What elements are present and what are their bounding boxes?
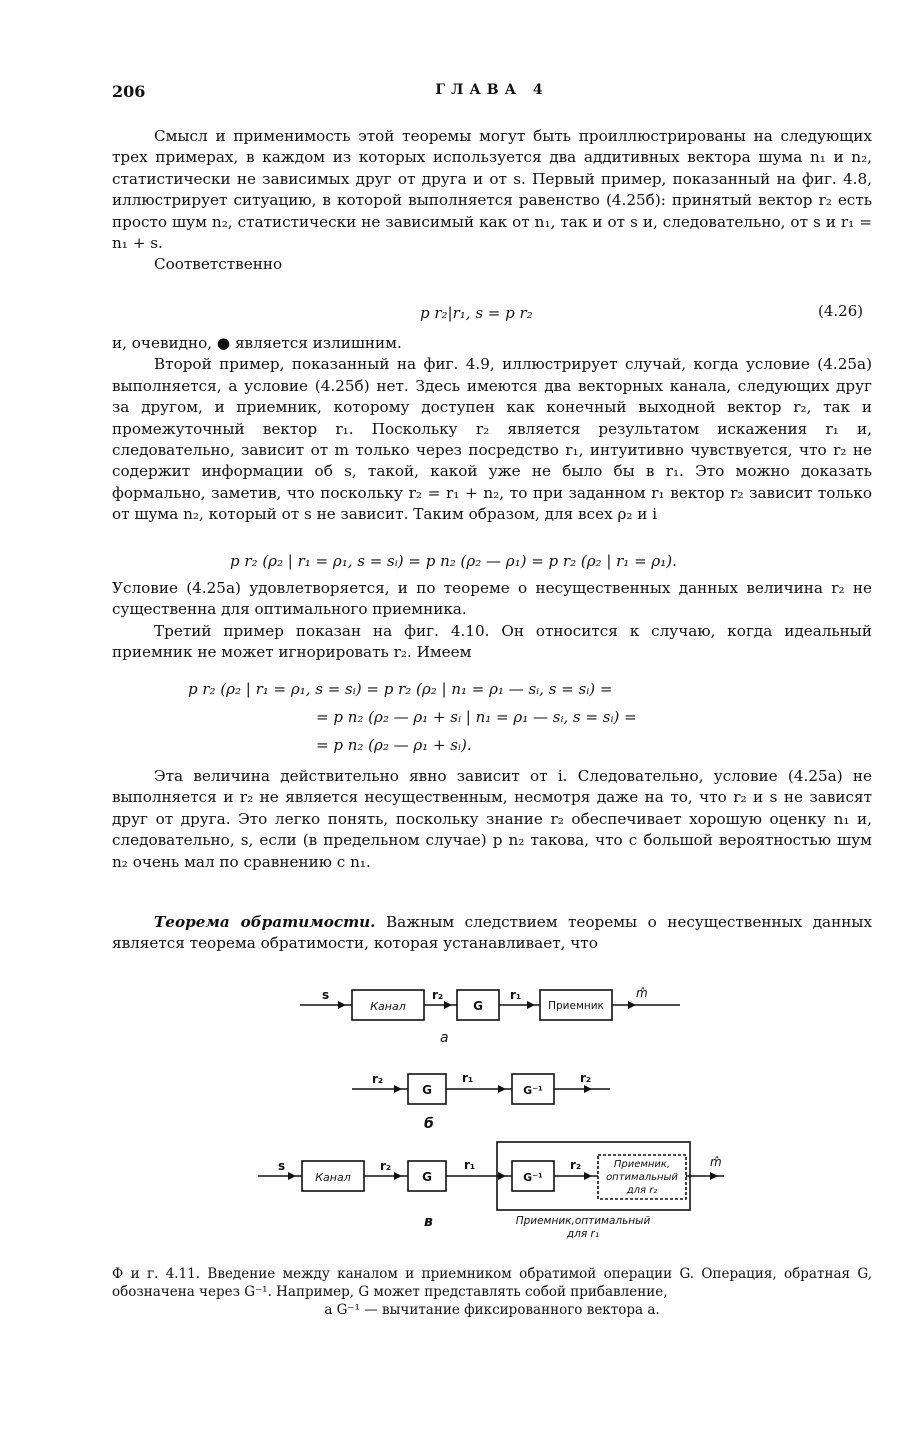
fig-c-m: m̂ [710,1155,722,1169]
fig-c-g: G [422,1170,432,1184]
fig-b-g: G [422,1083,432,1097]
fig-c-r1: r₁ [464,1158,476,1172]
fig-c-outer-1: Приемник,оптимальный [515,1215,651,1227]
fig-c-s: s [278,1159,286,1173]
para3-text: и, очевидно, ● является излишним. [112,334,402,352]
fig-b-ginv: G⁻¹ [523,1084,543,1097]
fig-a-r2: r₂ [432,988,444,1002]
fig-a-r1: r₁ [510,988,522,1002]
equation-number: (4.26) [818,302,864,320]
fig-c-channel: Канал [315,1171,351,1184]
para2-text: Соответственно [154,255,283,274]
equation-4-26: p r₂|r₁, s = p r₂ [420,304,533,322]
fig-c-inner-3: для r₂ [626,1185,658,1196]
fig-b-r2-in: r₂ [372,1072,384,1086]
para8-text: Важным следствием теоремы о несущественных данных является теорема обратимости, которая устанавливает, что [112,913,873,953]
figure-caption [112,1265,872,1319]
equation-3-line-1: p r₂ (ρ₂ | r₁ = ρ₁, s = sᵢ) = p r₂ (ρ₂ | n₁ = ρ₁ — sᵢ, s = sᵢ) = [188,680,613,698]
fig-a-label: а [440,1030,449,1046]
equation-3-line-3: = p n₂ (ρ₂ — ρ₁ + sᵢ). [316,736,472,754]
para4-text: Второй пример, показанный на фиг. 4.9, иллюстрирует случай, когда условие (4.25а) выполняется, а условие (4.25б) нет. Здесь имеются два векторных канала, следующих друг за другом, и приемник, которому доступен как конечный выходной вектор r₂, так и промежуточный вектор r₁. Поскольку r₂ является результатом искажения r₁ и, следовательно, зависит от m только через посредство r₁, интуитивно чувствуется, что r₂ не содержит информации об s, такой, какой уже не было бы в r₁. Это можно доказать формально, заметив, что поскольку r₂ = r₁ + n₂, то при заданном r₁ вектор r₂ зависит только от шума n₂, который от s не зависит. Таким образом, для всех ρ₂ и i [112,355,872,524]
fig-c-r2b: r₂ [570,1158,582,1172]
fig-c-r2: r₂ [380,1159,392,1173]
fig-c-ginv: G⁻¹ [523,1171,543,1184]
fig-b-label: б [424,1116,434,1132]
caption-line-1: Ф и г. 4.11. Введение между каналом и приемником обратимой операции G. Операция, обратная G, обозначена через G⁻¹. Например, G может представлять собой прибавление, [112,1266,872,1300]
para6-text: Третий пример показан на фиг. 4.10. Он относится к случаю, когда идеальный приемник не может игнорировать r₂. Имеем [112,621,872,662]
fig-a-channel: Канал [370,1000,406,1013]
para1-text: Смысл и применимость этой теоремы могут быть проиллюстрированы на следующих трех примерах, в каждом из которых используется два аддитивных вектора шума n₁ и n₂, статистически не зависимых друг от друга и от s. Первый пример, показанный на фиг. 4.8, иллюстрирует ситуацию, в которой выполняется равенство (4.25б): принятый вектор r₂ есть просто шум n₂, статистически не зависимый как от n₁, так и от s и, следовательно, от s и r₁ = n₁ + s. [112,127,872,253]
page-number: 206 [112,82,146,101]
fig-c-outer-2: для r₁ [566,1228,600,1240]
fig-a-g: G [473,999,483,1013]
para5-text: Условие (4.25а) удовлетворяется, и по теореме о несущественных данных величина r₂ не существенна для оптимального приемника. [112,579,872,619]
fig-c-label: в [424,1214,433,1230]
theorem-title: Теорема обратимости. [154,913,376,931]
fig-a-receiver: Приемник [548,1000,604,1012]
fig-c-inner-1: Приемник, [613,1159,671,1170]
equation-2: p r₂ (ρ₂ | r₁ = ρ₁, s = sᵢ) = p n₂ (ρ₂ — ρ₁) = p r₂ (ρ₂ | r₁ = ρ₁). [230,552,677,570]
fig-a-m: m̂ [636,986,648,1000]
chapter-title: ГЛАВА 4 [435,82,549,98]
para7-text: Эта величина действительно явно зависит от i. Следовательно, условие (4.25а) не выполняется и r₂ не является несущественным, несмотря даже на то, что r₂ и s не зависят друг от друга. Это легко понять, поскольку знание r₂ обеспечивает хорошую оценку n₁ и, следовательно, s, если (в предельном случае) p n₂ такова, что с большой вероятностью шум n₂ очень мал по сравнению с n₁. [112,767,872,871]
caption-line-2: а G⁻¹ — вычитание фиксированного вектора a. [324,1302,660,1318]
fig-b-r1: r₁ [462,1071,474,1085]
fig-b-r2-out: r₂ [580,1071,592,1085]
equation-3-line-2: = p n₂ (ρ₂ — ρ₁ + sᵢ | n₁ = ρ₁ — sᵢ, s = sᵢ) = [316,708,637,726]
fig-c-inner-2: оптимальный [606,1172,678,1183]
fig-a-s: s [322,988,330,1002]
